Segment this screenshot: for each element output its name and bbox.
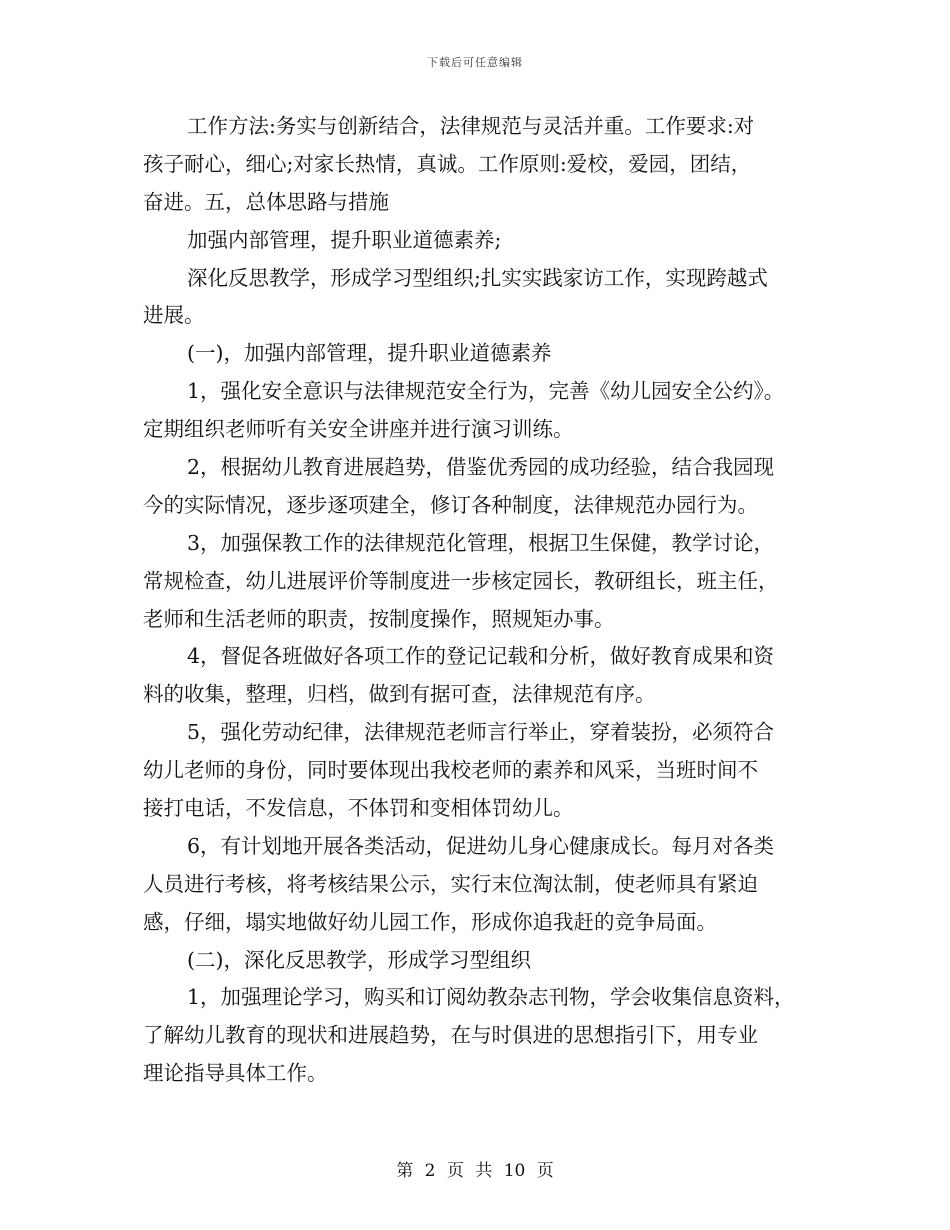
- page-header: 下载后可任意编辑: [427, 56, 523, 69]
- text-line: 定期组织老师听有关安全讲座并进行演习训练。: [143, 417, 574, 442]
- text-line: 2，根据幼儿教育进展趋势，借鉴优秀园的成功经验，结合我园现: [187, 455, 775, 480]
- text-line: 加强内部管理，提升职业道德素养;: [187, 227, 502, 252]
- text-line: 工作方法:务实与创新结合，法律规范与灵活并重。工作要求:对: [187, 114, 755, 138]
- text-line: 常规检查，幼儿进展评价等制度进一步核定园长，教研组长，班主任，: [143, 568, 779, 593]
- text-line: 1，强化安全意识与法律规范安全行为，完善《幼儿园安全公约》。: [187, 379, 785, 404]
- text-line: 人员进行考核，将考核结果公示，实行末位淘汰制，使老师具有紧迫: [143, 871, 758, 896]
- text-line: 幼儿老师的身份，同时要体现出我校老师的素养和风采，当班时间不: [143, 758, 758, 783]
- section-heading: (一)，加强内部管理，提升职业道德素养: [187, 341, 552, 366]
- text-line: 深化反思教学，形成学习型组织;扎实实践家访工作，实现跨越式: [187, 265, 768, 290]
- text-line: 老师和生活老师的职责，按制度操作，照规矩办事。: [143, 606, 615, 631]
- section-heading: (二)，深化反思教学，形成学习型组织: [187, 947, 531, 972]
- page-number: 第 2 页 共 10 页: [396, 1161, 554, 1181]
- text-line: 5，强化劳动纪律，法律规范老师言行举止，穿着装扮，必须符合: [187, 720, 775, 745]
- text-line: 4，督促各班做好各项工作的登记记载和分析，做好教育成果和资: [187, 644, 775, 669]
- document-body: [143, 108, 815, 1093]
- text-line: 了解幼儿教育的现状和进展趋势，在与时俱进的思想指引下，用专业: [143, 1023, 758, 1048]
- text-line: 进展。: [143, 303, 205, 328]
- text-line: 孩子耐心，细心;对家长热情，真诚。工作原则:爱校，爱园，团结，: [143, 151, 752, 176]
- text-line: 6，有计划地开展各类活动，促进幼儿身心健康成长。每月对各类: [187, 833, 775, 858]
- text-line: 接打电话，不发信息，不体罚和变相体罚幼儿。: [143, 796, 574, 821]
- text-line: 感，仔细，塌实地做好幼儿园工作，形成你追我赶的竞争局面。: [143, 909, 717, 934]
- text-line: 奋进。五，总体思路与措施: [143, 189, 389, 214]
- text-line: 3，加强保教工作的法律规范化管理，根据卫生保健，教学讨论，: [187, 530, 775, 555]
- text-line: 1，加强理论学习，购买和订阅幼教杂志刊物，学会收集信息资料，: [187, 985, 795, 1010]
- text-line: 今的实际情况，逐步逐项建全，修订各种制度，法律规范办园行为。: [143, 492, 758, 517]
- text-line: 理论指导具体工作。: [143, 1061, 328, 1086]
- text-line: 料的收集，整理，归档，做到有据可查，法律规范有序。: [143, 682, 656, 707]
